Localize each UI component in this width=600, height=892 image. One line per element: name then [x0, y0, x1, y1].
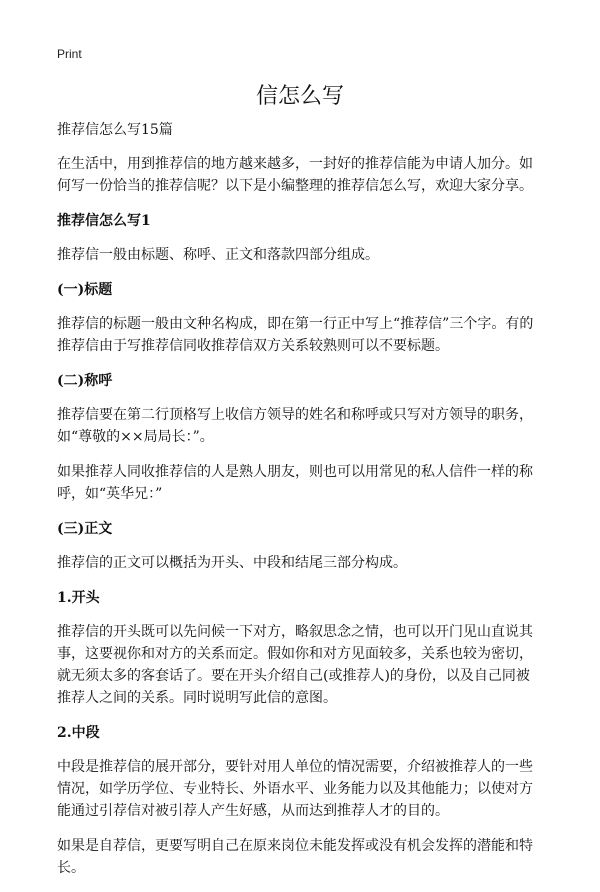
paragraph-middle-2: 如果是自荐信，更要写明自己在原来岗位未能发挥或没有机会发挥的潜能和特长。: [57, 838, 533, 876]
paragraph-salutation-2: 如果推荐人同收推荐信的人是熟人朋友，则也可以用常见的私人信件一样的称呼，如“英华兄：”: [57, 464, 533, 502]
page-title: 信怎么写: [255, 84, 344, 109]
article-subtitle: 推荐信怎么写15篇: [57, 122, 173, 138]
intro-paragraph: 在生活中，用到推荐信的地方越来越多，一封好的推荐信能为申请人加分。如何写一份恰当的推荐信呢？以下是小编整理的推荐信怎么写，欢迎大家分享。: [57, 156, 533, 194]
subheading-opening: 1.开头: [57, 590, 100, 606]
section-heading: 推荐信怎么写1: [57, 213, 151, 229]
paragraph-opening: 推荐信的开头既可以先问候一下对方，略叙思念之情，也可以开门见山直说其事，这要视你和对方的关系而定。假如你和对方见面较多，关系也较为密切，就无须太多的客套话了。要在开头介绍自己(或推荐人)的身份，以及自己同被推荐人之间的关系。同时说明写此信的意图。: [57, 624, 533, 706]
print-link[interactable]: Print: [57, 47, 82, 61]
paragraph: 推荐信一般由标题、称呼、正文和落款四部分组成。: [57, 247, 379, 263]
paragraph-title: 推荐信的标题一般由文种名构成，即在第一行正中写上“推荐信”三个字。有的推荐信由于写推荐信同收推荐信双方关系较熟则可以不要标题。: [57, 316, 534, 354]
subheading-body: (三)正文: [57, 521, 113, 537]
subheading-salutation: (二)称呼: [57, 373, 113, 389]
article-body: [57, 119, 543, 892]
subheading-title: (一)标题: [57, 282, 113, 298]
paragraph-middle-1: 中段是推荐信的展开部分，要针对用人单位的情况需要，介绍被推荐人的一些情况，如学历学位、专业特长、外语水平、业务能力以及其他能力；以使对方能通过引荐信对被引荐人产生好感，从而达到推荐人才的目的。: [57, 759, 533, 819]
paragraph-body: 推荐信的正文可以概括为开头、中段和结尾三部分构成。: [57, 555, 407, 571]
paragraph-salutation-1: 推荐信要在第二行顶格写上收信方领导的姓名和称呼或只写对方领导的职务，如“尊敬的××局局长：”。: [57, 407, 533, 445]
subheading-middle: 2.中段: [57, 725, 100, 741]
